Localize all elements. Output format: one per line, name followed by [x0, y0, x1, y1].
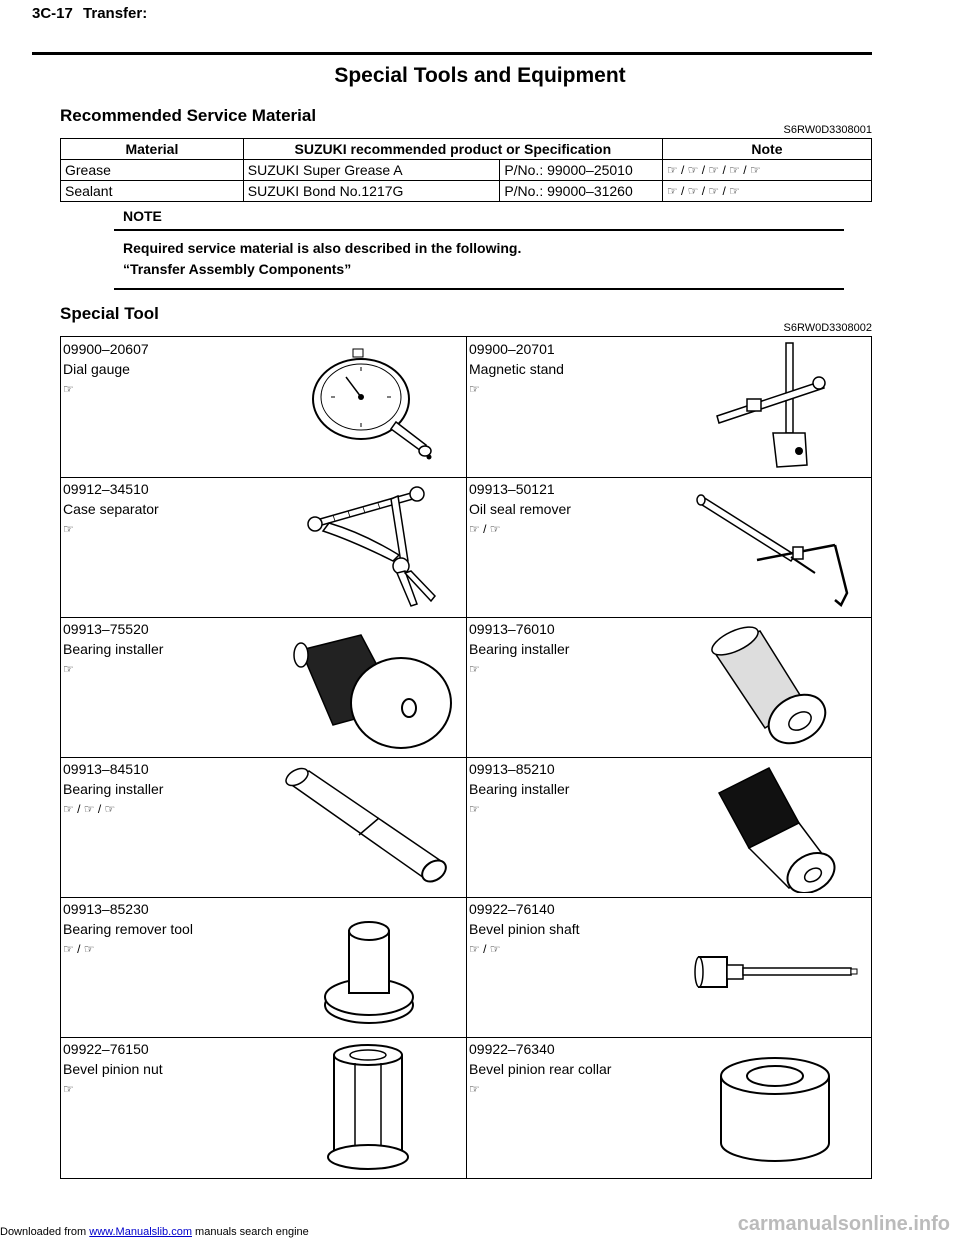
- cell-note: ☞ / ☞ / ☞ / ☞ / ☞: [662, 160, 871, 181]
- cell-note: ☞ / ☞ / ☞ / ☞: [662, 181, 871, 202]
- table-row: [61, 160, 872, 181]
- watermark: carmanualsonline.info: [737, 1213, 950, 1235]
- tool-number: 09900–20607: [63, 341, 149, 357]
- tool-ref: ☞: [469, 382, 480, 396]
- bearing-installer-illustration: [705, 623, 835, 753]
- header-material: Material: [61, 139, 244, 160]
- tool-ref: ☞: [63, 662, 74, 676]
- dial-gauge-illustration: [301, 347, 441, 467]
- tool-cell: [61, 337, 466, 477]
- tool-cell: [61, 617, 466, 757]
- tool-name: Dial gauge: [63, 361, 130, 377]
- tool-name: Oil seal remover: [469, 501, 571, 517]
- cell-part: P/No.: 99000–31260: [500, 181, 663, 202]
- tool-ref: ☞ / ☞ / ☞: [63, 802, 116, 816]
- tool-ref: ☞: [469, 1082, 480, 1096]
- tool-name: Bevel pinion rear collar: [469, 1061, 612, 1077]
- tool-number: 09922–76140: [469, 901, 555, 917]
- bearing-remover-tool-illustration: [319, 913, 419, 1028]
- section-number: 3C-17: [32, 5, 73, 22]
- tool-name: Magnetic stand: [469, 361, 564, 377]
- tool-number: 09913–85210: [469, 761, 555, 777]
- tool-name: Bearing installer: [469, 781, 570, 797]
- tool-ref: ☞: [469, 662, 480, 676]
- tool-ref: ☞: [63, 382, 74, 396]
- bearing-installer-illustration: [699, 763, 849, 893]
- bearing-installer-illustration: [279, 763, 459, 893]
- bevel-pinion-shaft-illustration: [693, 947, 863, 997]
- tool-name: Bearing installer: [469, 641, 570, 657]
- note-text: [123, 238, 844, 280]
- tool-cell: [467, 1037, 872, 1177]
- tool-cell: [467, 477, 872, 617]
- bevel-pinion-rear-collar-illustration: [715, 1051, 835, 1171]
- special-tool-grid: [60, 336, 872, 1179]
- tool-ref: ☞ / ☞: [469, 942, 501, 956]
- tool-number: 09913–75520: [63, 621, 149, 637]
- special-tool-heading: Special Tool: [60, 304, 159, 323]
- tool-name: Bearing installer: [63, 781, 164, 797]
- tool-cell: [467, 897, 872, 1037]
- tool-ref: ☞: [63, 1082, 74, 1096]
- tool-number: 09922–76150: [63, 1041, 149, 1057]
- tool-ref: ☞ / ☞: [469, 522, 501, 536]
- tool-number: 09913–85230: [63, 901, 149, 917]
- tool-number: 09913–84510: [63, 761, 149, 777]
- table-row: [61, 181, 872, 202]
- note-box: [114, 208, 844, 290]
- note-rule-top: [114, 229, 844, 231]
- tool-number: 09912–34510: [63, 481, 149, 497]
- note-line-1: Required service material is also described in the following.: [123, 240, 522, 256]
- header-note: Note: [662, 139, 871, 160]
- tool-cell: [61, 1037, 466, 1177]
- tool-cell: [61, 897, 466, 1037]
- page-footer: [0, 1226, 309, 1238]
- note-line-2: “Transfer Assembly Components”: [123, 261, 352, 277]
- material-code: S6RW0D3308001: [783, 124, 872, 136]
- material-table: [60, 138, 872, 202]
- special-tool-code: S6RW0D3308002: [783, 322, 872, 334]
- cell-part: P/No.: 99000–25010: [500, 160, 663, 181]
- tool-cell: [467, 617, 872, 757]
- magnetic-stand-illustration: [707, 341, 857, 471]
- tool-name: Case separator: [63, 501, 159, 517]
- tool-number: 09913–50121: [469, 481, 555, 497]
- footer-link[interactable]: www.Manualslib.com: [89, 1226, 192, 1238]
- header-product: SUZUKI recommended product or Specification: [243, 139, 662, 160]
- tool-ref: ☞ / ☞: [63, 942, 95, 956]
- tool-number: 09913–76010: [469, 621, 555, 637]
- cell-material: Sealant: [61, 181, 244, 202]
- tool-cell: [61, 757, 466, 897]
- tool-name: Bearing remover tool: [63, 921, 193, 937]
- page-header: [32, 5, 147, 22]
- chapter-title: Transfer:: [83, 5, 148, 22]
- tool-ref: ☞: [63, 522, 74, 536]
- material-heading: Recommended Service Material: [60, 106, 317, 125]
- tool-number: 09922–76340: [469, 1041, 555, 1057]
- cell-product: SUZUKI Bond No.1217G: [243, 181, 500, 202]
- note-rule-bottom: [114, 288, 844, 290]
- footer-suffix: manuals search engine: [195, 1226, 309, 1238]
- tool-cell: [467, 757, 872, 897]
- bevel-pinion-nut-illustration: [323, 1043, 413, 1175]
- header-rule: [32, 52, 872, 55]
- tool-ref: ☞: [469, 802, 480, 816]
- footer-prefix: Downloaded from: [0, 1226, 87, 1238]
- oil-seal-remover-illustration: [695, 485, 865, 610]
- tool-name: Bearing installer: [63, 641, 164, 657]
- tool-number: 09900–20701: [469, 341, 555, 357]
- cell-product: SUZUKI Super Grease A: [243, 160, 500, 181]
- tool-name: Bevel pinion shaft: [469, 921, 580, 937]
- bearing-installer-illustration: [291, 625, 461, 753]
- cell-material: Grease: [61, 160, 244, 181]
- note-label: NOTE: [123, 208, 162, 224]
- table-header-row: [61, 139, 872, 160]
- tool-cell: [61, 477, 466, 617]
- tool-cell: [467, 337, 872, 477]
- tool-name: Bevel pinion nut: [63, 1061, 163, 1077]
- page-title: Special Tools and Equipment: [334, 64, 626, 87]
- case-separator-illustration: [293, 481, 463, 613]
